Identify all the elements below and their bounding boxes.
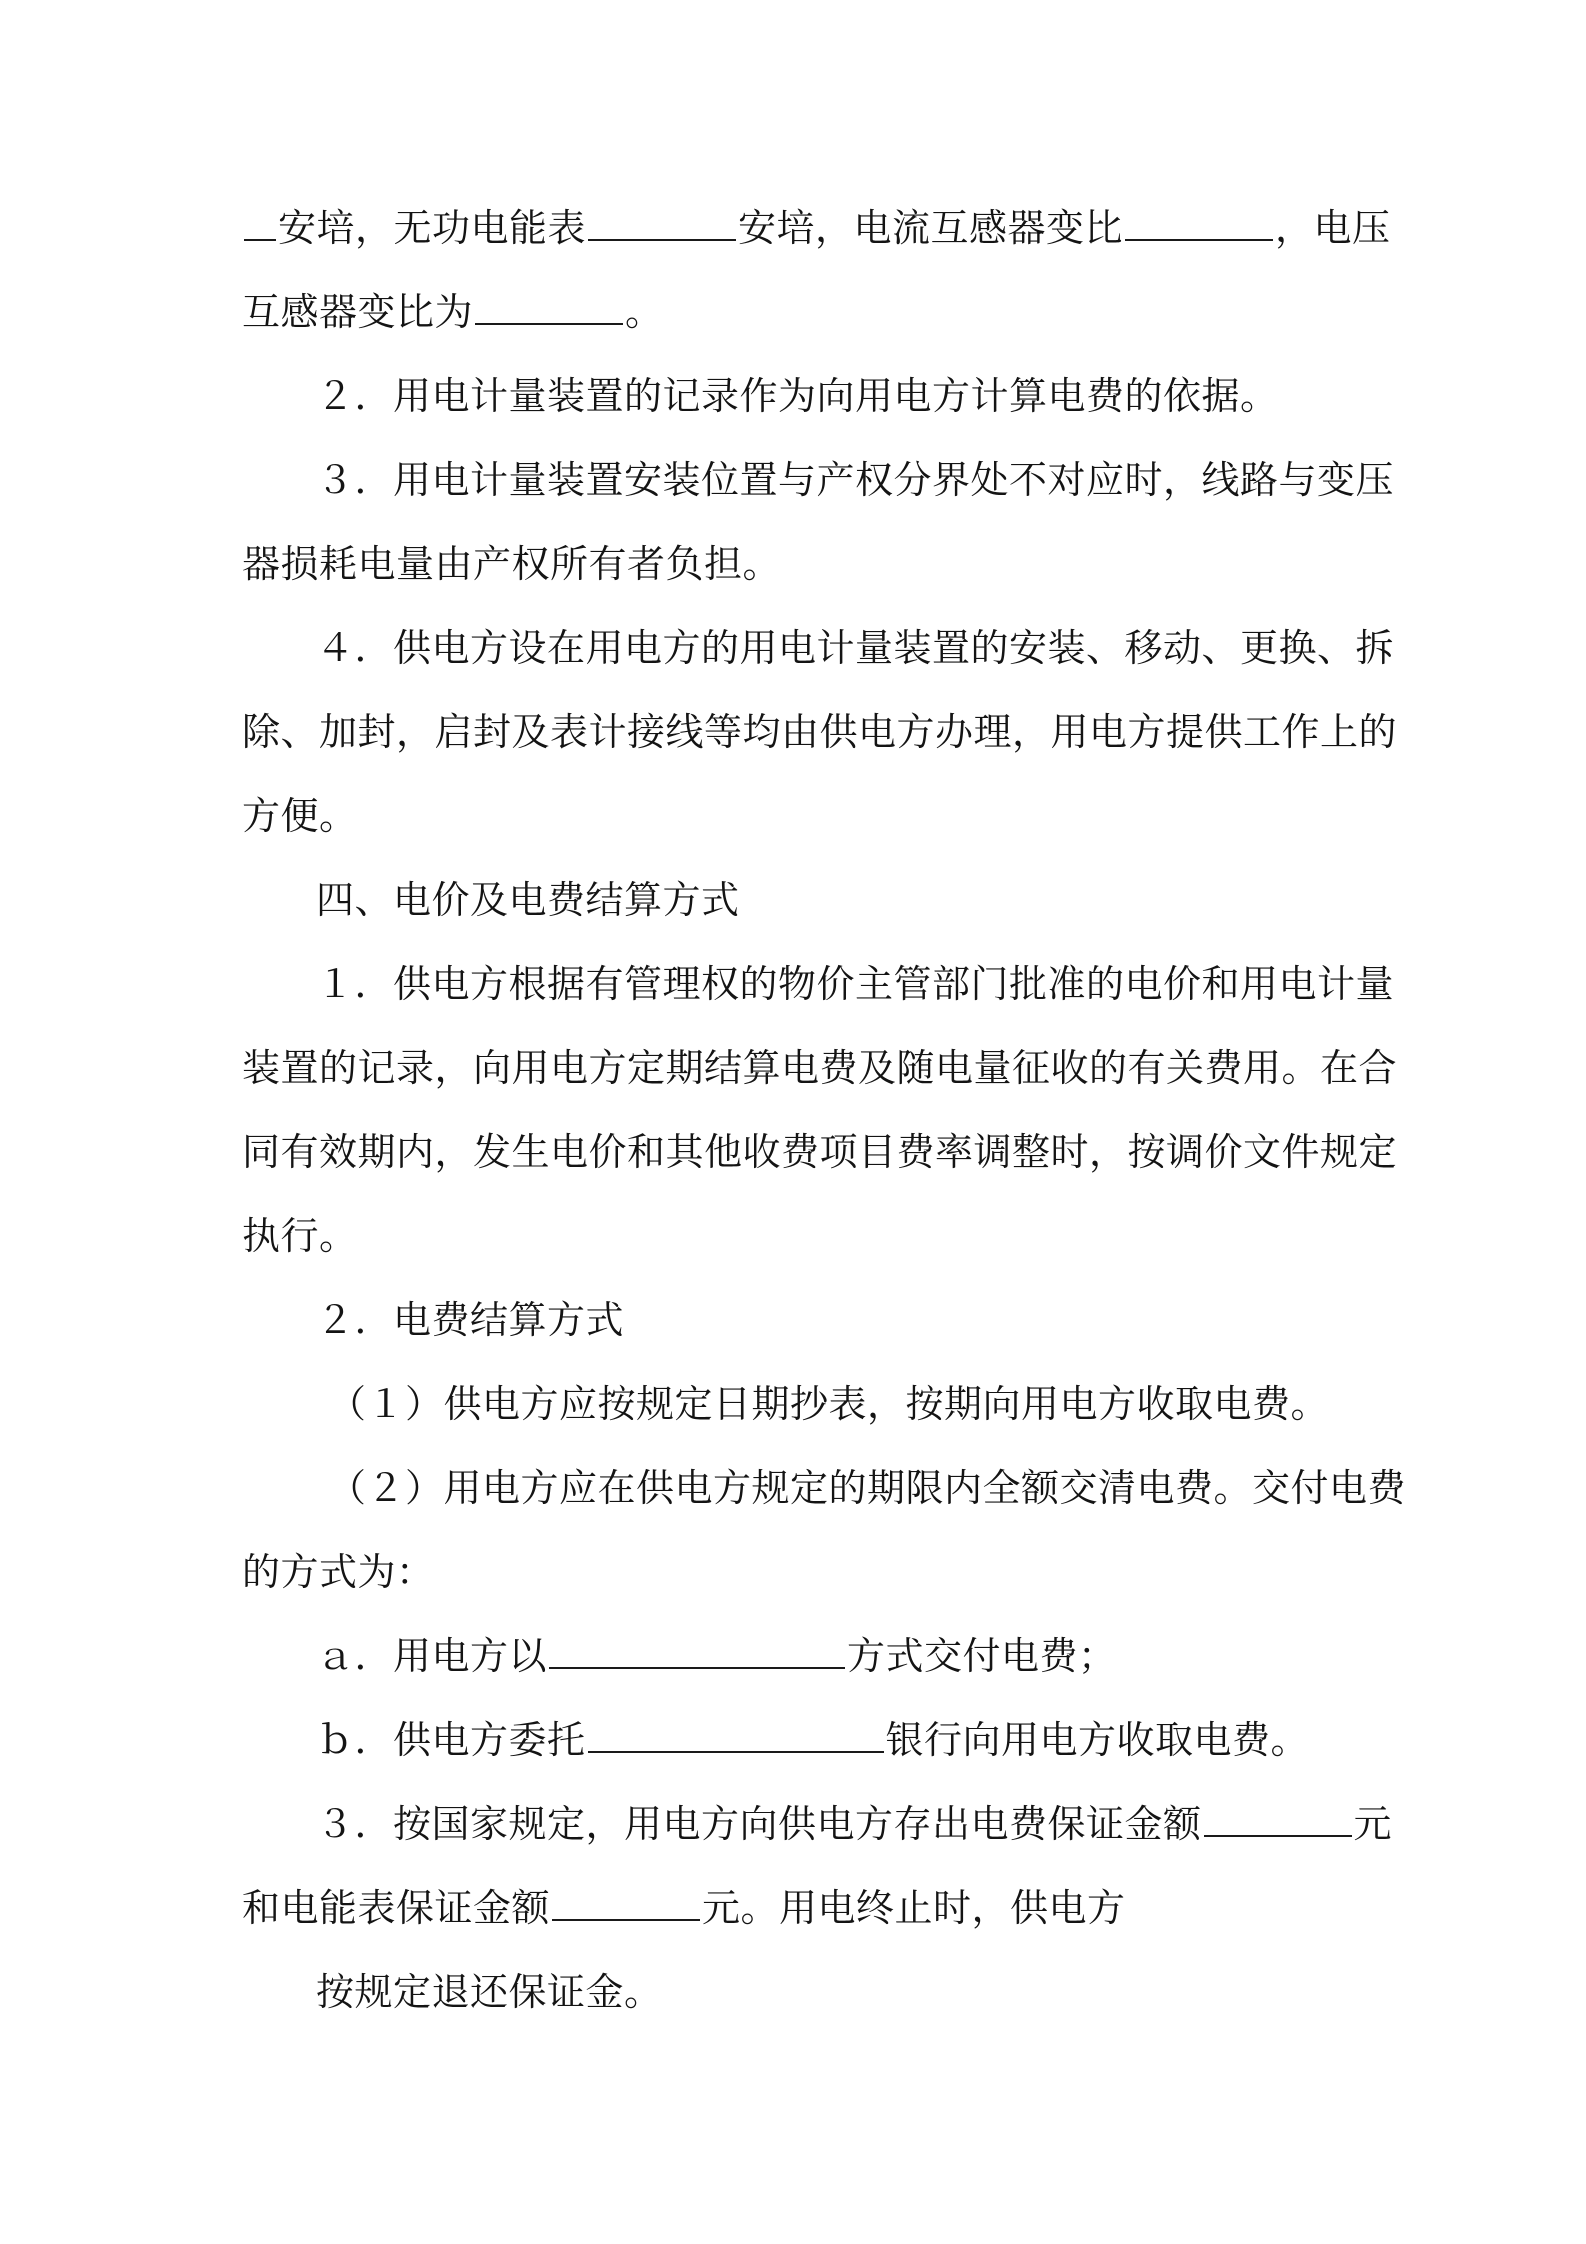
clause-4-1-line-2: 装置的记录，向用电方定期结算电费及随电量征收的有关费用。在合	[242, 1046, 1398, 1090]
fill-blank	[552, 1889, 700, 1921]
clause-4-1-line-3: 同有效期内，发生电价和其他收费项目费率调整时，按调价文件规定	[242, 1130, 1398, 1174]
fill-blank	[475, 293, 623, 325]
clause-4-1-line-1: １．供电方根据有管理权的物价主管部门批准的电价和用电计量	[316, 962, 1395, 1006]
fill-blank	[588, 209, 736, 241]
text-line-voltage-ratio: 互感器变比为 。	[242, 290, 664, 334]
clause-4-2: ２．电费结算方式	[316, 1298, 625, 1342]
fill-blank	[1204, 1805, 1352, 1837]
fill-blank	[1125, 209, 1273, 241]
clause-3-4-line-1: ４．供电方设在用电方的用电计量装置的安装、移动、更换、拆	[316, 626, 1395, 670]
clause-3-4-line-2: 除、加封，启封及表计接线等均由供电方办理，用电方提供工作上的	[242, 710, 1398, 754]
clause-4-2-2-line-2: 的方式为：	[242, 1550, 435, 1594]
clause-4-3-line-2: 和电能表保证金额 元。用电终止时，供电方	[242, 1886, 1126, 1930]
clause-3-4-line-3: 方便。	[242, 794, 358, 838]
payment-option-a: ａ．用电方以 方式交付电费；	[316, 1634, 1117, 1678]
fill-blank	[549, 1637, 845, 1669]
payment-option-b: ｂ．供电方委托 银行向用电方收取电费。	[316, 1718, 1310, 1762]
section-heading-4: 四、电价及电费结算方式	[316, 878, 740, 922]
fill-blank	[588, 1721, 884, 1753]
clause-4-2-2-line-1: （２）用电方应在供电方规定的期限内全额交清电费。交付电费	[328, 1466, 1407, 1510]
clause-4-2-1: （１）供电方应按规定日期抄表，按期向用电方收取电费。	[328, 1382, 1330, 1426]
clause-4-3-line-3: 按规定退还保证金。	[316, 1970, 663, 2014]
clause-3-2: ２．用电计量装置的记录作为向用电方计算电费的依据。	[316, 374, 1279, 418]
text-line-meter-amperes: 安培，无功电能表 安培，电流互感器变比 ，电压	[242, 186, 1391, 270]
clause-3-3-line-1: ３．用电计量装置安装位置与产权分界处不对应时，线路与变压	[316, 458, 1395, 502]
clause-4-3-line-1: ３．按国家规定，用电方向供电方存出电费保证金额 元	[316, 1802, 1393, 1846]
clause-3-3-line-2: 器损耗电量由产权所有者负担。	[242, 542, 782, 586]
clause-4-1-line-4: 执行。	[242, 1214, 358, 1258]
fill-blank	[244, 209, 276, 241]
